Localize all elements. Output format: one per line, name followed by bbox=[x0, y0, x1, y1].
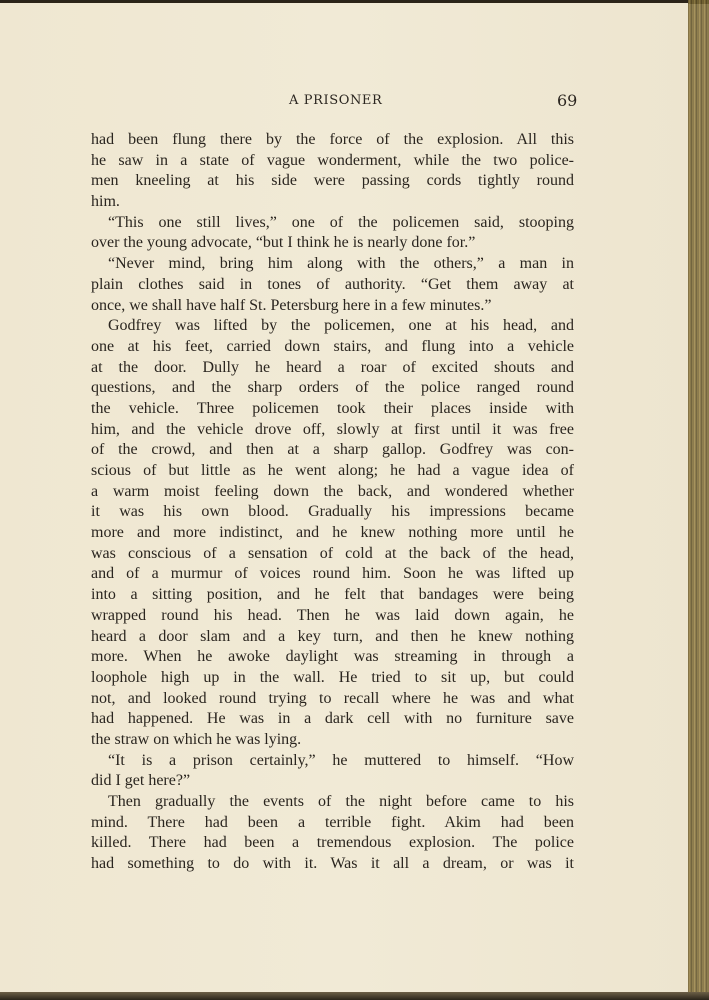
text-line: wrapped round his head. Then he was laid down again, he bbox=[91, 606, 574, 624]
text-line: more and more indistinct, and he knew nothing more until he bbox=[91, 524, 574, 542]
text-line: the vehicle. Three policemen took their places inside with bbox=[91, 399, 574, 417]
text-line: him. bbox=[91, 193, 120, 211]
text-line: Godfrey was lifted by the policemen, one at his head, and bbox=[108, 317, 574, 335]
text-line: “This one still lives,” one of the policemen said, stooping bbox=[108, 213, 574, 231]
text-line: the straw on which he was lying. bbox=[91, 730, 302, 748]
text-line: men kneeling at his side were passing cords tightly round bbox=[91, 172, 574, 190]
text-line: had happened. He was in a dark cell with no furniture save bbox=[91, 710, 574, 728]
page-header bbox=[0, 91, 688, 111]
body-text bbox=[91, 130, 574, 875]
text-line: once, we shall have half St. Petersburg here in a few minutes.” bbox=[91, 296, 492, 314]
text-line: scious of but little as he went along; he had a vague idea of bbox=[91, 462, 574, 479]
text-line: mind. There had been a terrible fight. Akim had been bbox=[91, 813, 574, 831]
text-line: loophole high up in the wall. He tried to sit up, but could bbox=[91, 668, 574, 686]
text-line: heard a door slam and a key turn, and then he knew nothing bbox=[91, 627, 574, 645]
bottom-edge-shadow bbox=[0, 992, 709, 1000]
text-line: him, and the vehicle drove off, slowly at first until it was free bbox=[91, 420, 574, 438]
text-line: he saw in a state of vague wonderment, while the two police- bbox=[91, 151, 574, 169]
text-line: it was his own blood. Gradually his impressions became bbox=[91, 503, 574, 521]
text-line: questions, and the sharp orders of the police ranged round bbox=[91, 379, 574, 397]
text-line: a warm moist feeling down the back, and wondered whether bbox=[91, 482, 574, 500]
text-line: “It is a prison certainly,” he muttered to himself. “How bbox=[108, 751, 574, 769]
text-line: killed. There had been a tremendous explosion. The police bbox=[91, 834, 574, 852]
text-line: into a sitting position, and he felt that bandages were being bbox=[91, 586, 574, 604]
text-line: over the young advocate, “but I think he is nearly done for.” bbox=[91, 234, 476, 252]
running-head: A PRISONER bbox=[289, 93, 383, 108]
page-block-edge bbox=[688, 0, 709, 1000]
text-line: at the door. Dully he heard a roar of excited shouts and bbox=[91, 358, 574, 376]
text-line: more. When he awoke daylight was streaming in through a bbox=[91, 648, 574, 666]
text-line: of the crowd, and then at a sharp gallop. Godfrey was con- bbox=[91, 441, 574, 459]
text-line: plain clothes said in tones of authority. “Get them away at bbox=[91, 275, 574, 293]
text-line: not, and looked round trying to recall where he was and what bbox=[91, 689, 574, 707]
page-number: 69 bbox=[557, 91, 578, 110]
text-line: and of a murmur of voices round him. Soon he was lifted up bbox=[91, 565, 574, 583]
text-line: had something to do with it. Was it all a dream, or was it bbox=[91, 855, 574, 873]
text-line: “Never mind, bring him along with the others,” a man in bbox=[108, 255, 574, 273]
text-line: one at his feet, carried down stairs, and flung into a vehicle bbox=[91, 337, 574, 355]
text-line: was conscious of a sensation of cold at the back of the head, bbox=[91, 544, 574, 562]
text-line: did I get here?” bbox=[91, 772, 191, 790]
text-line: had been flung there by the force of the explosion. All this bbox=[91, 131, 574, 148]
text-line: Then gradually the events of the night before came to his bbox=[108, 793, 574, 810]
